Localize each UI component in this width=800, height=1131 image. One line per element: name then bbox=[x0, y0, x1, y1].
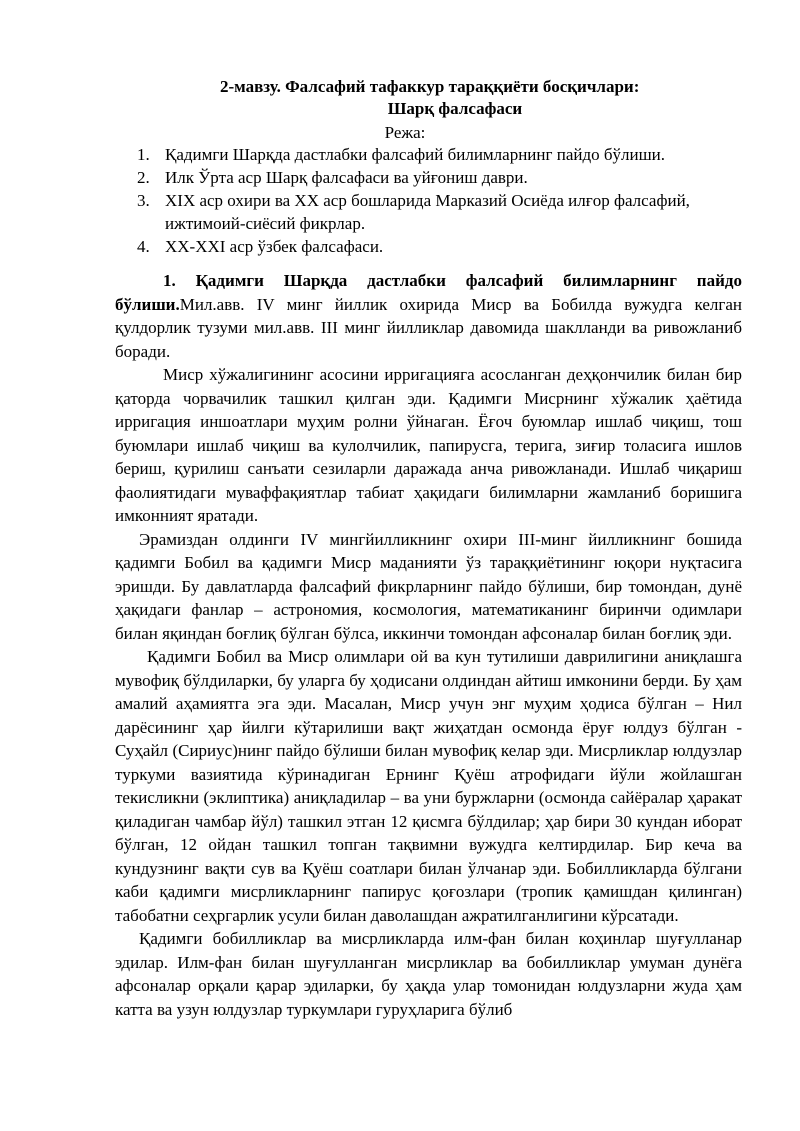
body-paragraph: Қадимги бобилликлар ва мисрликларда илм-фан билан коҳинлар шуғулланар эдилар. Илм-фан билан шуғулланган мисрликлар ва бобилликлар умуман дунёга афсоналар орқали қарар эдиларки, бу ҳақда улар томонидан юлдузларни жуда ҳам катта ва узун юлдузлар туркумлари гуруҳларига бўлиб bbox=[115, 929, 742, 1019]
plan-item-number: 4. bbox=[137, 237, 150, 256]
body-paragraph bbox=[115, 269, 742, 363]
paragraph-text: Мил.авв. IV минг йиллик охирида Миср ва Бобилда вужудга келган қулдорлик тузуми мил.авв. III минг йилликлар давомида шаклланди ва ривожланиб боради. bbox=[115, 294, 742, 361]
plan-item bbox=[137, 189, 757, 235]
plan-item-text: XIX аср охири ва XX аср бошларида Марказий Осиёда илғор фалсафий, ижтимоий-сиёсий фикрлар. bbox=[165, 191, 690, 233]
plan-label: Режа: bbox=[384, 123, 426, 142]
body-paragraph: Қадимги Бобил ва Миср олимлари ой ва кун тутилиши даврилигини аниқлашга мувофиқ бўлдиларки, бу уларга бу ҳодисани олдиндан айтиш имконини берди. Бу ҳам амалий аҳамиятга эга эди. Масалан, Миср учун энг муҳим ҳодиса бўлган – Нил дарёсининг ҳар йилги кўтарилиши вақт жиҳатдан осмонда ёруғ юлдуз бўлган - Суҳайл (Сириус)нинг пайдо бўлиши билан мувофиқ келар эди. Мисрликлар юлдузлар туркуми вазиятида кўринадиган Ернинг Қуёш атрофидаги йўли жойлашган текисликни (эклиптика) аниқладилар – ва уни буржларни (осмонда сайёралар ҳаракат қиладиган чамбар йўл) ташкил этган 12 қисмга бўлдилар; ҳар бири 30 кундан иборат бўлган, 12 ойдан ташкил топган тақвимни вужудга келтирдилар. Бир кеча ва кундузнинг вақти сув ва Қуёш соатлари билан ўлчанар эди. Бобилликларда бўлгани каби қадимги мисрликларнинг папирус қоғозлари (тропик қамишдан қилинган) табобатни сеҳргарлик усули билан даволашдан ажратилганлигини кўрсатади. bbox=[115, 647, 742, 925]
page-subtitle: Шарқ фалсафаси bbox=[387, 99, 523, 118]
plan-item-number: 3. bbox=[137, 191, 150, 210]
plan-list bbox=[137, 143, 757, 258]
plan-item bbox=[137, 235, 757, 258]
plan-item-text: Қадимги Шарқда дастлабки фалсафий билимларнинг пайдо бўлиши. bbox=[165, 145, 666, 164]
section-heading: 1. Қадимги Шарқда дастлабки фалсафий билимларнинг пайдо бўлиши. bbox=[115, 271, 742, 314]
plan-item-text: XX-XXI аср ўзбек фалсафаси. bbox=[165, 237, 384, 256]
body-paragraph: Миср хўжалигининг асосини ирригацияга асосланган деҳқончилик билан бир қаторда чорвачилик ташкил қилган эди. Қадимги Мисрнинг хўжалик ҳаётида ирригация иншоатлари муҳим ролни ўйнаган. Ёғоч буюмлар ишлаб чиқиш, тош буюмлари ишлаб чиқиш ва кулолчилик, папирусга, терига, зиғир толасига ишлов бериш, қурилиш санъати сезиларли даражада анча ривожланади. Ишлаб чиқариш фаолиятидаги муваффақиятлар табиат ҳақидаги билимларни жамланиб боришига имконният яратади. bbox=[115, 365, 742, 525]
plan-item-number: 1. bbox=[137, 145, 150, 164]
plan-item bbox=[137, 143, 757, 166]
body-paragraph: Эрамиздан олдинги IV мингйилликнинг охири III-минг йилликнинг бошида қадимги Бобил ва қадимги Миср маданияти ўз тараққиётининг юқори нуқтасига эришди. Бу давлатларда фалсафий фикрларнинг пайдо бўлиши, бир томондан, дунё ҳақидаги фанлар – астрономия, космология, математиканинг биринчи одимлари билан яқиндан боғлиқ бўлган бўлса, иккинчи томондан афсоналар билан боғлиқ эди. bbox=[115, 529, 742, 643]
document-body bbox=[115, 269, 742, 1021]
page-title: 2-мавзу. Фалсафий тафаккур тараққиёти босқичлари: bbox=[220, 77, 640, 96]
plan-item-number: 2. bbox=[137, 168, 150, 187]
plan-item bbox=[137, 166, 757, 189]
plan-item-text: Илк Ўрта аср Шарқ фалсафаси ва уйғониш даври. bbox=[165, 168, 528, 187]
